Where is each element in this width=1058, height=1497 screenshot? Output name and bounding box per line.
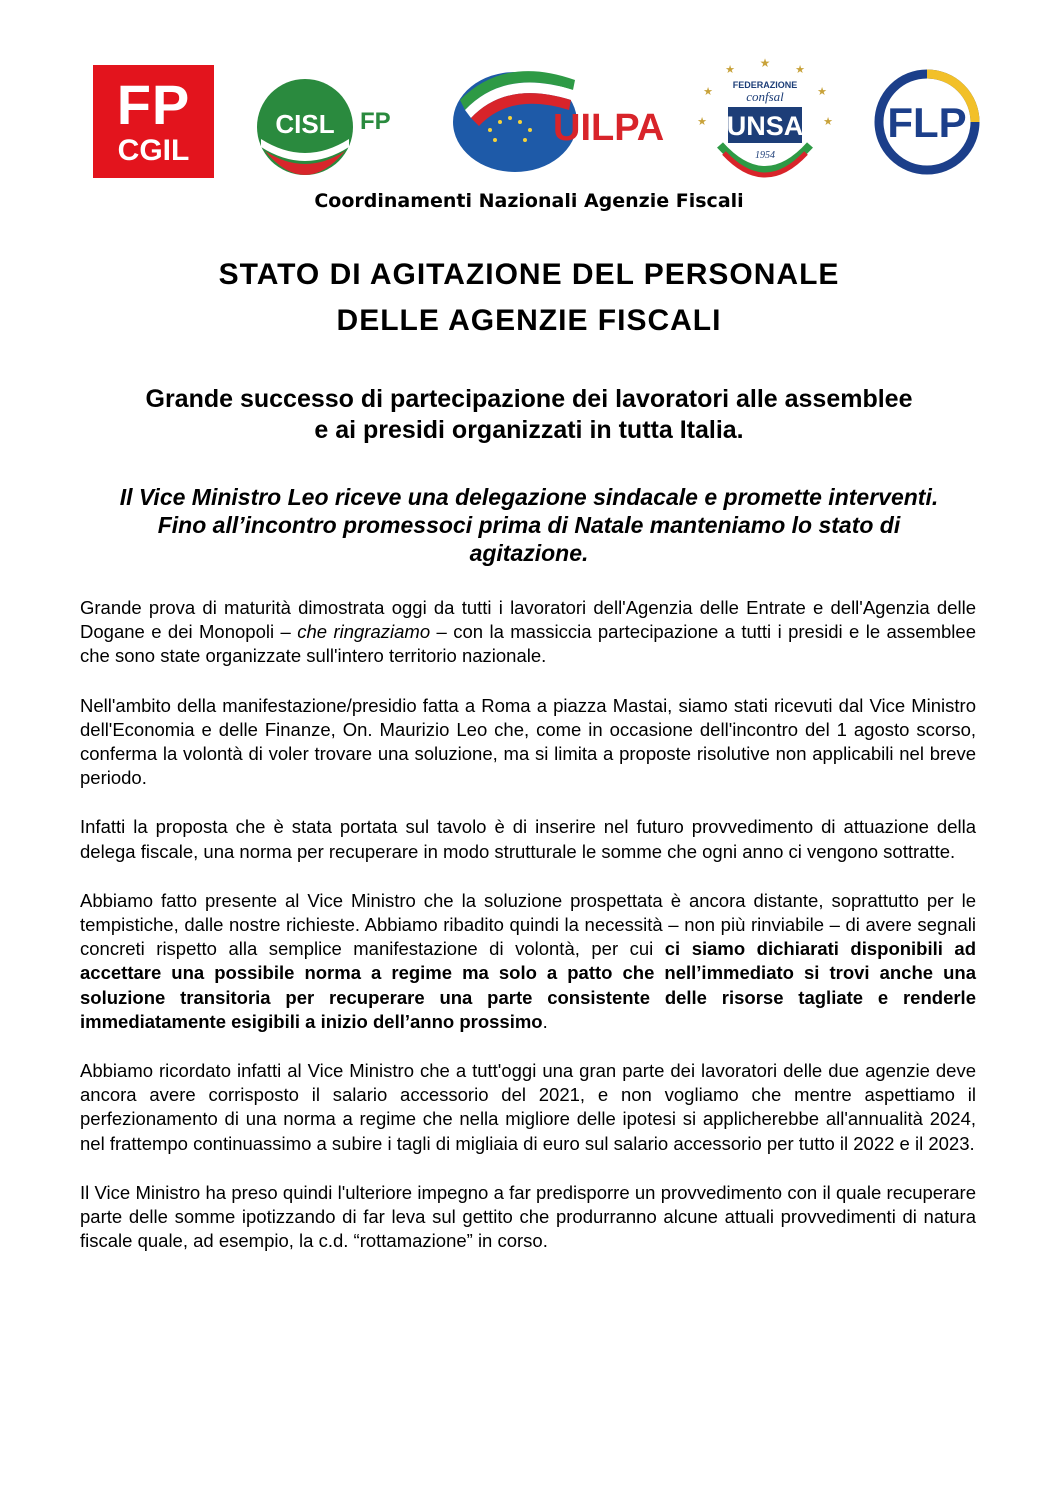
document-body	[80, 596, 976, 1278]
svg-text:★: ★	[817, 86, 827, 98]
unsa-logo	[690, 55, 840, 185]
subtitle-line-2: e ai presidi organizzati in tutta Italia.	[314, 416, 744, 444]
cisl-logo-text: CISL	[275, 109, 335, 139]
subtitle-line-1: Grande successo di partecipazione dei lavoratori alle assemblee	[145, 385, 913, 413]
paragraph-2: Nell'ambito della manifestazione/presidio fatta a Roma a piazza Mastai, siamo stati ricevuti dal Vice Ministro dell'Economia e delle Finanze, On. Maurizio Leo che, come in occasione dell'incontro del 1 agosto scorso, conferma la volontà di voler trovare una soluzione, ma si limita a proposte risolutive non applicabili nel breve periodo.	[80, 694, 976, 789]
paragraph-6: Il Vice Ministro ha preso quindi l'ulteriore impegno a far predisporre un provvedimento con il quale recuperare parte delle somme ipotizzando di far leva sul gettito che produrranno alcune attuali provvedimenti di natura fiscale quale, ad esempio, la c.d. “rottamazione” in corso.	[80, 1181, 976, 1252]
paragraph-5: Abbiamo ricordato infatti al Vice Ministro che a tutt'oggi una gran parte dei lavoratori delle due agenzie deve ancora avere corrisposto il salario accessorio del 2021, e non vogliamo che mentre aspettiamo il perfezionamento di una norma a regime che nella migliore delle ipotesi si applicherebbe all'annualità 2024, nel frattempo continuassimo a subire i tagli di migliaia di euro sul salario accessorio per tutto il 2022 e il 2023.	[80, 1060, 976, 1154]
unsa-logo-year: 1954	[755, 150, 775, 161]
uilpa-logo	[445, 60, 665, 175]
cisl-fp-logo-text: FP	[360, 108, 391, 135]
italic-headline	[60, 483, 998, 567]
paragraph-1-emphasis: che ringraziamo	[297, 621, 431, 643]
title-line-2: DELLE AGENZIE FISCALI	[336, 304, 722, 337]
document-subtitle	[60, 384, 998, 446]
flp-logo	[870, 67, 985, 177]
paragraph-4-bold: ci siamo dichiarati disponibili ad accettare una possibile norma a regime ma solo a patto che nell’immediato si trovi anche una soluzione transitoria per recuperare una parte consistente delle risorse tagliate e renderle immediatamente esigibili a inizio dell’anno prossimo	[80, 938, 976, 1032]
paragraph-1-text-a: Grande prova di maturità dimostrata oggi da tutti i lavoratori dell'Agenzia delle Entrate e dell'Agenzia delle Dogane e dei Monopoli –	[80, 597, 976, 643]
unsa-logo-text: UNSA	[726, 111, 804, 141]
paragraph-3: Infatti la proposta che è stata portata sul tavolo è di inserire nel futuro provvedimento di attuazione della delega fiscale, una norma per recuperare in modo strutturale le somme che ogni anno ci vengono sottratte.	[80, 816, 976, 862]
coordination-heading: Coordinamenti Nazionali Agenzie Fiscali	[314, 190, 744, 212]
title-line-1: STATO DI AGITAZIONE DEL PERSONALE	[218, 258, 840, 291]
paragraph-4-text-c: .	[542, 1010, 548, 1032]
svg-text:★: ★	[795, 64, 805, 76]
document-title	[0, 252, 1058, 344]
paragraph-4	[80, 889, 976, 1034]
unsa-logo-confsal: confsal	[746, 89, 784, 104]
svg-text:★: ★	[759, 56, 771, 70]
svg-text:★: ★	[725, 64, 735, 76]
fp-cgil-logo-cgil: CGIL	[117, 134, 190, 167]
italic-line-2: Fino all’incontro promessoci prima di Natale manteniamo lo stato di	[157, 512, 901, 538]
paragraph-1-text-b: – con la massiccia partecipazione a tutti i presidi e le assemblee che sono state organizzate sull'intero territorio nazionale.	[80, 621, 976, 667]
uilpa-logo-text: UILPA	[553, 107, 665, 149]
paragraph-1	[80, 596, 976, 669]
flp-logo-text: FLP	[887, 99, 967, 146]
italic-line-1: Il Vice Ministro Leo riceve una delegazione sindacale e promette interventi.	[119, 484, 939, 510]
svg-text:★: ★	[697, 116, 707, 128]
union-logos	[85, 55, 985, 190]
fp-cgil-logo	[93, 65, 214, 178]
fp-cgil-logo-fp: FP	[116, 73, 191, 136]
svg-text:★: ★	[823, 116, 833, 128]
cisl-fp-logo	[255, 77, 413, 177]
paragraph-4-text-a: Abbiamo fatto presente al Vice Ministro che la soluzione prospettata è ancora distante, soprattutto per le tempistiche, dalle nostre richieste. Abbiamo ribadito quindi la necessità – non più rinviabile – di avere segnali concreti rispetto alla semplice manifestazione di volontà, per cui	[80, 889, 976, 960]
italic-line-3: agitazione.	[469, 540, 589, 566]
svg-text:★: ★	[703, 86, 713, 98]
unsa-logo-federazione: FEDERAZIONE	[732, 80, 798, 90]
